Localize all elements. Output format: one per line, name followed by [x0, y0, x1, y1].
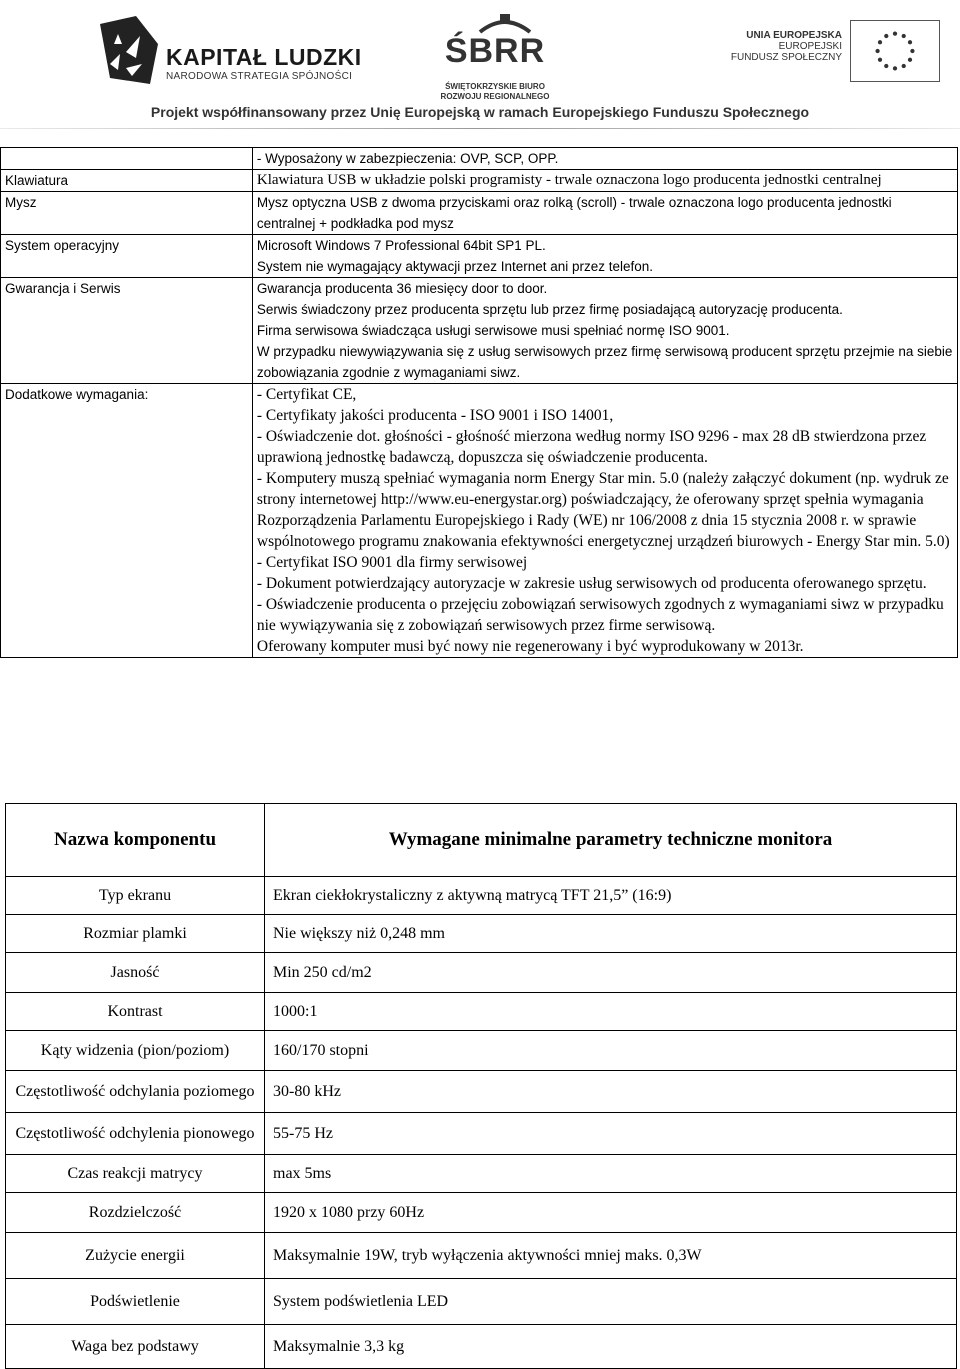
column-header-parameters: Wymagane minimalne parametry techniczne monitora	[265, 804, 957, 877]
kapital-ludzki-emblem-icon	[96, 14, 162, 88]
table-row	[1, 384, 958, 658]
spec-line: Gwarancja producenta 36 miesięcy door to door.	[256, 281, 548, 296]
spec-line: Mysz optyczna USB z dwoma przyciskami oraz rolką (scroll) - trwale oznaczona logo producenta jednostki centralnej + podkładka pod mysz	[256, 195, 892, 231]
header-divider	[0, 128, 960, 129]
page-header	[0, 0, 960, 140]
component-name-cell: Częstotliwość odchylania poziomego	[6, 1071, 265, 1113]
table-row	[6, 1279, 957, 1325]
eu-flag-icon	[850, 20, 940, 82]
spec-label-gwarancja: Gwarancja i Serwis	[1, 278, 253, 384]
spec-line: - Oświadczenie dot. głośności - głośność mierzona według normy ISO 9296 - max 28 dB stwierdzona przez uprawioną jednostkę badawczą, dopuszcza się oświadczenie producenta.	[256, 428, 927, 466]
eu-logo-line-3: FUNDUSZ SPOŁECZNY	[730, 52, 842, 63]
table-row	[6, 1233, 957, 1279]
component-value-cell: 30-80 kHz	[265, 1071, 957, 1113]
component-name-cell: Jasność	[6, 953, 265, 993]
sbrr-subtitle-2: ROZWOJU REGIONALNEGO	[440, 92, 550, 101]
spec-line: - Certyfikaty jakości producenta - ISO 9001 i ISO 14001,	[256, 407, 614, 424]
table-row	[6, 953, 957, 993]
sbrr-subtitle-1: ŚWIĘTOKRZYSKIE BIURO	[445, 82, 545, 91]
table-row	[1, 278, 958, 384]
table-row	[6, 1113, 957, 1155]
component-name-cell: Czas reakcji matrycy	[6, 1155, 265, 1193]
sbrr-title: ŚBRR	[444, 32, 546, 70]
component-value-cell: max 5ms	[265, 1155, 957, 1193]
component-value-cell: 1000:1	[265, 993, 957, 1031]
spec-line: - Komputery muszą spełniać wymagania norm Energy Star min. 5.0 (należy załączyć dokument (np. wydruk ze strony internetowej http://www.eu-energystar.org) poświadczający, że oferowany sprzęt spełnia wymagania Rozporządzenia Parlamentu Europejskiego i Rady (WE) nr 106/2008 z dnia 15 stycznia 2008 r. w sprawie wspólnotowego programu znakowania efektywności energetycznej urządzeń biurowych - Energy Star min. 5.0)	[256, 470, 950, 550]
spec-line: - Dokument potwierdzający autoryzacje w zakresie usług serwisowych od producenta oferowanego sprzętu.	[256, 575, 927, 592]
component-name-cell: Rozmiar plamki	[6, 915, 265, 953]
component-value-cell: Ekran ciekłokrystaliczny z aktywną matrycą TFT 21,5” (16:9)	[265, 877, 957, 915]
component-value-cell: 55-75 Hz	[265, 1113, 957, 1155]
component-name-cell: Zużycie energii	[6, 1233, 265, 1279]
table-row	[6, 877, 957, 915]
spec-value-cell	[252, 148, 957, 170]
spec-line: W przypadku niewywiązywania się z usług serwisowych przez firmę serwisową producent sprzętu przejmie na siebie zobowiązania zgodnie z wymaganiami siwz.	[256, 344, 953, 380]
spec-value-cell	[252, 384, 957, 658]
spec-line: Serwis świadczony przez producenta sprzętu lub przez firmę posiadającą autoryzację producenta.	[256, 302, 843, 317]
spec-line: - Certyfikat ISO 9001 dla firmy serwisowej	[256, 554, 528, 571]
spec-label-dodatkowe: Dodatkowe wymagania:	[1, 384, 253, 658]
kapital-ludzki-logo	[96, 14, 362, 94]
component-value-cell: 160/170 stopni	[265, 1031, 957, 1071]
sbrr-logo	[440, 12, 570, 102]
component-value-cell: 1920 x 1080 przy 60Hz	[265, 1193, 957, 1233]
kapital-ludzki-title: KAPITAŁ LUDZKI	[166, 44, 362, 70]
table-row	[6, 1071, 957, 1113]
spec-line: Firma serwisowa świadcząca usługi serwisowe musi spełniać normę ISO 9001.	[256, 323, 730, 338]
component-value-cell: Min 250 cd/m2	[265, 953, 957, 993]
component-name-cell: Podświetlenie	[6, 1279, 265, 1325]
component-name-cell: Kąty widzenia (pion/poziom)	[6, 1031, 265, 1071]
eu-logo-line-2: EUROPEJSKI	[778, 41, 842, 52]
spec-line: - Oświadczenie producenta o przejęciu zobowiązań serwisowych zgodnych z wymaganiami siwz w przypadku nie wywiązywania się z zobowiązań serwisowych przez firme serwisową.	[256, 596, 944, 634]
spec-label-mysz: Mysz	[1, 192, 253, 235]
sbrr-crown-icon	[450, 12, 560, 34]
spec-label-system: System operacyjny	[1, 235, 253, 278]
column-header-component: Nazwa komponentu	[6, 804, 265, 877]
table-row	[6, 1325, 957, 1369]
table-row	[1, 235, 958, 278]
spec-line: Klawiatura USB w układzie polski programisty - trwale oznaczona logo producenta jednostki centralnej	[256, 172, 882, 188]
table-row	[6, 993, 957, 1031]
computer-spec-table	[0, 147, 958, 658]
table-row	[6, 1031, 957, 1071]
spec-line: - Wyposażony w zabezpieczenia: OVP, SCP, OPP.	[256, 151, 559, 166]
component-name-cell: Waga bez podstawy	[6, 1325, 265, 1369]
eu-logo-line-1: UNIA EUROPEJSKA	[746, 30, 842, 41]
component-name-cell: Rozdzielczość	[6, 1193, 265, 1233]
table-row	[6, 1155, 957, 1193]
component-name-cell: Kontrast	[6, 993, 265, 1031]
spec-value-cell	[252, 192, 957, 235]
component-name-cell: Typ ekranu	[6, 877, 265, 915]
table-row	[1, 192, 958, 235]
spec-value-cell	[252, 170, 957, 192]
kapital-ludzki-subtitle: NARODOWA STRATEGIA SPÓJNOŚCI	[166, 71, 353, 82]
table-row	[6, 1193, 957, 1233]
component-value-cell: Maksymalnie 19W, tryb wyłączenia aktywności mniej maks. 0,3W	[265, 1233, 957, 1279]
table-row	[1, 148, 958, 170]
table-row	[6, 915, 957, 953]
component-value-cell: System podświetlenia LED	[265, 1279, 957, 1325]
spec-value-cell	[252, 278, 957, 384]
table-header-row	[6, 804, 957, 877]
eu-logo-text	[731, 30, 842, 63]
eu-logo	[730, 20, 940, 100]
spec-label-cell	[1, 148, 253, 170]
component-value-cell: Maksymalnie 3,3 kg	[265, 1325, 957, 1369]
spec-line: Microsoft Windows 7 Professional 64bit SP1 PL.	[256, 238, 546, 253]
monitor-spec-table	[5, 803, 957, 1369]
spec-label-klawiatura: Klawiatura	[1, 170, 253, 192]
table-row	[1, 170, 958, 192]
project-cofinancing-line: Projekt współfinansowany przez Unię Europejską w ramach Europejskiego Funduszu Społecznego	[150, 104, 810, 120]
spec-line: - Certyfikat CE,	[256, 386, 357, 403]
spec-line: System nie wymagający aktywacji przez Internet ani przez telefon.	[256, 259, 654, 274]
component-value-cell: Nie większy niż 0,248 mm	[265, 915, 957, 953]
spec-value-cell	[252, 235, 957, 278]
spec-line: Oferowany komputer musi być nowy nie regenerowany i być wyprodukowany w 2013r.	[256, 638, 804, 655]
component-name-cell: Częstotliwość odchylenia pionowego	[6, 1113, 265, 1155]
